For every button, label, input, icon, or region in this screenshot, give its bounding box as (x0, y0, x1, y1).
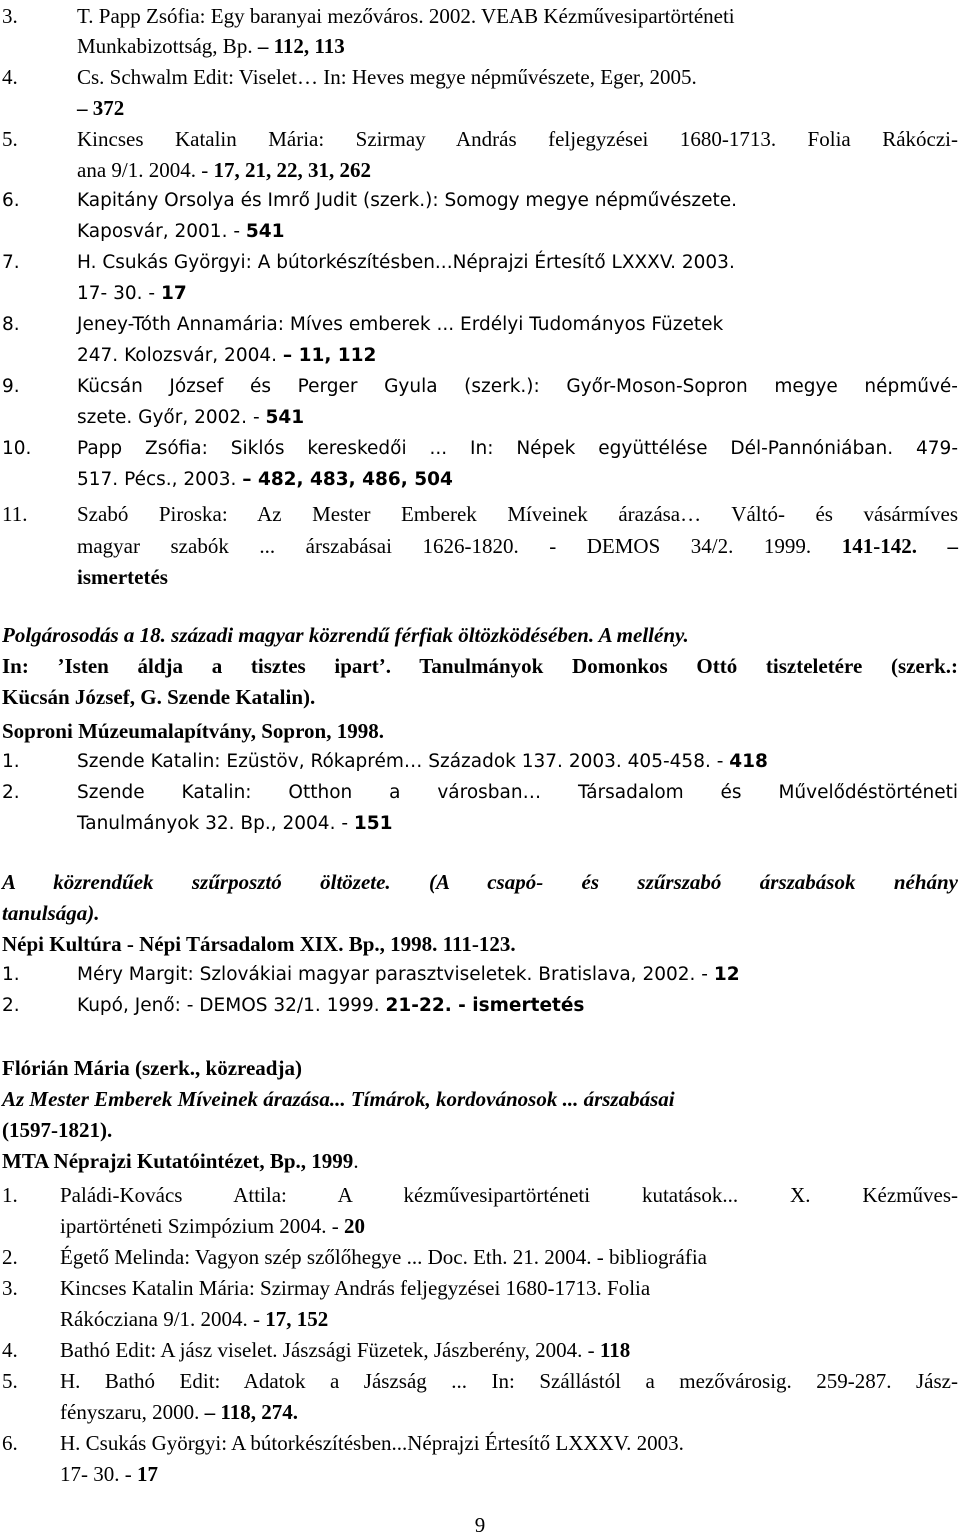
text-line (0, 340, 960, 372)
line-text (77, 61, 958, 93)
text-line (0, 123, 960, 155)
text-line (0, 959, 960, 991)
text-segment: fényszaru, 2000. (60, 1400, 205, 1424)
text-segment: 418 (729, 751, 768, 772)
text-segment: H. Bathó Edit: Adatok a Jászság ... In: Szállástól a mezővárosig. 259-287. Jász- (60, 1369, 958, 1393)
text-segment: Rákócziana 9/1. 2004. - (60, 1307, 266, 1331)
text-line (0, 498, 960, 530)
text-segment: A közrendűek szűrposztó öltözete. (2, 870, 430, 894)
list-number: 5. (2, 127, 18, 151)
text-line (0, 681, 960, 713)
line-text (2, 866, 958, 898)
line-text (77, 990, 958, 1022)
text-line (0, 1241, 960, 1273)
text-segment: tanulsága). (2, 901, 100, 925)
text-segment: Bathó Edit: A jász viselet. Jászsági Füzetek, Jászberény, 2004. - (60, 1338, 600, 1362)
line-text (2, 715, 958, 747)
text-segment: Kücsán József, G. Szende Katalin). (2, 685, 316, 709)
line-text (77, 0, 958, 32)
line-text (2, 619, 958, 651)
line-text (2, 1145, 958, 1177)
text-segment: 17, 21, 22, 31, 262 (213, 158, 371, 182)
text-segment: 141-142. – (841, 534, 958, 558)
line-text (77, 247, 958, 279)
line-text (77, 561, 958, 593)
list-number: 7. (2, 252, 20, 273)
text-segment: Polgárosodás a 18. századi magyar közrendű férfiak öltözködésében. A mellény. (2, 623, 689, 647)
list-number: 5. (2, 1369, 18, 1393)
text-segment: Munkabizottság, Bp. (77, 34, 258, 58)
text-segment: Szabó Piroska: Az Mester Emberek Míveinek árazása… Váltó- és vásármíves (77, 502, 958, 526)
text-segment: (A csapó- és szűrszabó árszabások néhány (429, 870, 958, 894)
text-line (0, 808, 960, 840)
text-line (0, 92, 960, 124)
text-segment: Az Mester Emberek Míveinek árazása... Tímárok, kordovánosok ... árszabásai (2, 1087, 675, 1111)
line-text (77, 498, 958, 530)
text-line (0, 1272, 960, 1304)
line-text (60, 1303, 958, 1335)
text-segment: ismertetés (77, 565, 168, 589)
line-text (77, 402, 958, 434)
line-text (2, 1114, 958, 1146)
list-number: 1. (2, 751, 20, 772)
line-text (77, 123, 958, 155)
text-line (0, 777, 960, 809)
text-line (0, 746, 960, 778)
list-number: 2. (2, 782, 20, 803)
list-number: 6. (2, 190, 20, 211)
text-segment: szete. Győr, 2002. - (77, 407, 266, 428)
text-segment: Kupó, Jenő: - DEMOS 32/1. 1999. (77, 995, 386, 1016)
text-line (0, 278, 960, 310)
text-line (0, 530, 960, 562)
text-line (0, 1303, 960, 1335)
text-line (0, 1396, 960, 1428)
list-number: 3. (2, 4, 18, 28)
line-text (77, 530, 958, 562)
line-text (2, 650, 958, 682)
list-number: 4. (2, 65, 18, 89)
line-text (77, 340, 958, 372)
text-segment: Kaposvár, 2001. - (77, 221, 246, 242)
text-line (0, 185, 960, 217)
text-line (0, 928, 960, 960)
text-segment: 17, 152 (265, 1307, 329, 1331)
text-segment: 17- 30. - (77, 283, 161, 304)
list-number: 10. (2, 438, 32, 459)
line-text (60, 1334, 958, 1366)
text-segment: 118 (599, 1338, 631, 1362)
text-segment: Méry Margit: Szlovákiai magyar parasztviseletek. Bratislava, 2002. - (77, 964, 714, 985)
text-line (0, 154, 960, 186)
text-segment: Égető Melinda: Vagyon szép szőlőhegye ... Doc. Eth. 21. 2004. - bibliográfia (60, 1245, 707, 1269)
text-segment: – 118, 274. (204, 1400, 298, 1424)
page-number: 9 (474, 1513, 486, 1537)
line-text (77, 433, 958, 465)
text-line (0, 61, 960, 93)
line-text (77, 185, 958, 217)
text-segment: In: ’Isten áldja a tisztes ipart’. Tanulmányok Domonkos Ottó tiszteletére (szerk.: (2, 654, 958, 678)
text-line (0, 1052, 960, 1084)
text-line (0, 309, 960, 341)
line-text (60, 1427, 958, 1459)
list-number: 4. (2, 1338, 18, 1362)
text-line (0, 1427, 960, 1459)
list-number: 6. (2, 1431, 18, 1455)
text-line (0, 30, 960, 62)
text-line (0, 433, 960, 465)
text-line (0, 1114, 960, 1146)
text-segment: 17- 30. - (60, 1462, 137, 1486)
text-segment: 247. Kolozsvár, 2004. (77, 345, 283, 366)
line-text (77, 777, 958, 809)
text-line (0, 866, 960, 898)
text-segment: H. Csukás Györgyi: A bútorkészítésben...Néprajzi Értesítő LXXXV. 2003. (77, 252, 735, 273)
text-segment: Papp Zsófia: Siklós kereskedői ... In: Népek együttélése Dél-Pannóniában. 479- (77, 438, 958, 459)
line-text (2, 928, 958, 960)
line-text (77, 371, 958, 403)
line-text (60, 1241, 958, 1273)
text-line (0, 1210, 960, 1242)
text-line (0, 1458, 960, 1490)
text-line (0, 619, 960, 651)
text-segment: Szende Katalin: Ezüstöv, Rókaprém… Századok 137. 2003. 405-458. - (77, 751, 730, 772)
text-line (0, 1083, 960, 1115)
line-text (2, 1083, 958, 1115)
text-line (0, 0, 960, 32)
text-segment: 21-22. - ismertetés (385, 995, 585, 1016)
text-segment: Kincses Katalin Mária: Szirmay András feljegyzései 1680-1713. Folia (60, 1276, 651, 1300)
line-text (60, 1365, 958, 1397)
text-segment: MTA Néprajzi Kutatóintézet, Bp., 1999 (2, 1149, 354, 1173)
text-line (0, 247, 960, 279)
text-line (0, 1179, 960, 1211)
text-segment: – 482, 483, 486, 504 (242, 469, 453, 490)
line-text (60, 1396, 958, 1428)
line-text (77, 959, 958, 991)
text-line (0, 650, 960, 682)
text-segment: Cs. Schwalm Edit: Viselet… In: Heves megye népművészete, Eger, 2005. (77, 65, 697, 89)
text-segment: 541 (265, 407, 305, 428)
text-segment: . (353, 1149, 359, 1173)
text-segment: Jeney-Tóth Annamária: Míves emberek ... Erdélyi Tudományos Füzetek (77, 314, 724, 335)
text-segment: 20 (344, 1214, 366, 1238)
text-segment: Kapitány Orsolya és Imrő Judit (szerk.): Somogy megye népművészete. (77, 190, 737, 211)
list-number: 1. (2, 1183, 18, 1207)
line-text (2, 1052, 958, 1084)
line-text (2, 897, 958, 929)
text-segment: H. Csukás Györgyi: A bútorkészítésben...Néprajzi Értesítő LXXXV. 2003. (60, 1431, 684, 1455)
text-segment: 17 (137, 1462, 158, 1486)
text-line (0, 216, 960, 248)
text-segment: ipartörténeti Szimpózium 2004. - (60, 1214, 345, 1238)
text-segment: Tanulmányok 32. Bp., 2004. - (77, 813, 354, 834)
line-text (60, 1458, 958, 1490)
text-line (0, 1145, 960, 1177)
text-segment: magyar szabók ... árszabásai 1626-1820. - DEMOS 34/2. 1999. (77, 534, 842, 558)
text-segment: 12 (713, 964, 740, 985)
text-segment: Flórián Mária (szerk., közreadja) (2, 1056, 302, 1080)
line-text (77, 154, 958, 186)
list-number: 1. (2, 964, 20, 985)
line-text (77, 216, 958, 248)
text-segment: Kincses Katalin Mária: Szirmay András feljegyzései 1680-1713. Folia Rákóczi- (77, 127, 958, 151)
line-text (2, 681, 958, 713)
text-segment: (1597-1821). (2, 1118, 113, 1142)
text-segment: 517. Pécs., 2003. (77, 469, 243, 490)
line-text (60, 1179, 958, 1211)
text-line (0, 402, 960, 434)
text-segment: Soproni Múzeumalapítvány, Sopron, 1998. (2, 719, 384, 743)
text-line (0, 371, 960, 403)
text-segment: 17 (160, 283, 187, 304)
text-segment: Paládi-Kovács Attila: A kézművesipartörténeti kutatások... X. Kézműves- (60, 1183, 958, 1207)
text-line (0, 1365, 960, 1397)
line-text (77, 808, 958, 840)
line-text (77, 92, 958, 124)
text-line (0, 561, 960, 593)
line-text (77, 464, 958, 496)
text-line (0, 990, 960, 1022)
text-segment: Szende Katalin: Otthon a városban… Társadalom és Művelődéstörténeti (77, 782, 958, 803)
text-segment: 151 (353, 813, 393, 834)
list-number: 2. (2, 1245, 18, 1269)
line-text (77, 746, 958, 778)
list-number: 11. (2, 502, 28, 526)
list-number: 9. (2, 376, 20, 397)
list-number: 2. (2, 995, 20, 1016)
text-line (0, 897, 960, 929)
text-segment: Kücsán József és Perger Gyula (szerk.): Győr-Moson-Sopron megye népművé- (77, 376, 958, 397)
text-segment: ana 9/1. 2004. - (77, 158, 214, 182)
text-segment: 541 (245, 221, 285, 242)
line-text (60, 1272, 958, 1304)
text-segment: Népi Kultúra - Népi Társadalom XIX. Bp., 1998. 111-123. (2, 932, 516, 956)
text-line (0, 464, 960, 496)
text-line (0, 1334, 960, 1366)
line-text (77, 278, 958, 310)
line-text (77, 30, 958, 62)
text-segment: – 11, 112 (282, 345, 377, 366)
list-number: 8. (2, 314, 20, 335)
text-segment: T. Papp Zsófia: Egy baranyai mezőváros. 2002. VEAB Kézművesipartörténeti (77, 4, 735, 28)
text-line (0, 715, 960, 747)
text-segment: – 112, 113 (257, 34, 345, 58)
list-number: 3. (2, 1276, 18, 1300)
line-text (77, 309, 958, 341)
text-segment: – 372 (77, 96, 125, 120)
line-text (60, 1210, 958, 1242)
